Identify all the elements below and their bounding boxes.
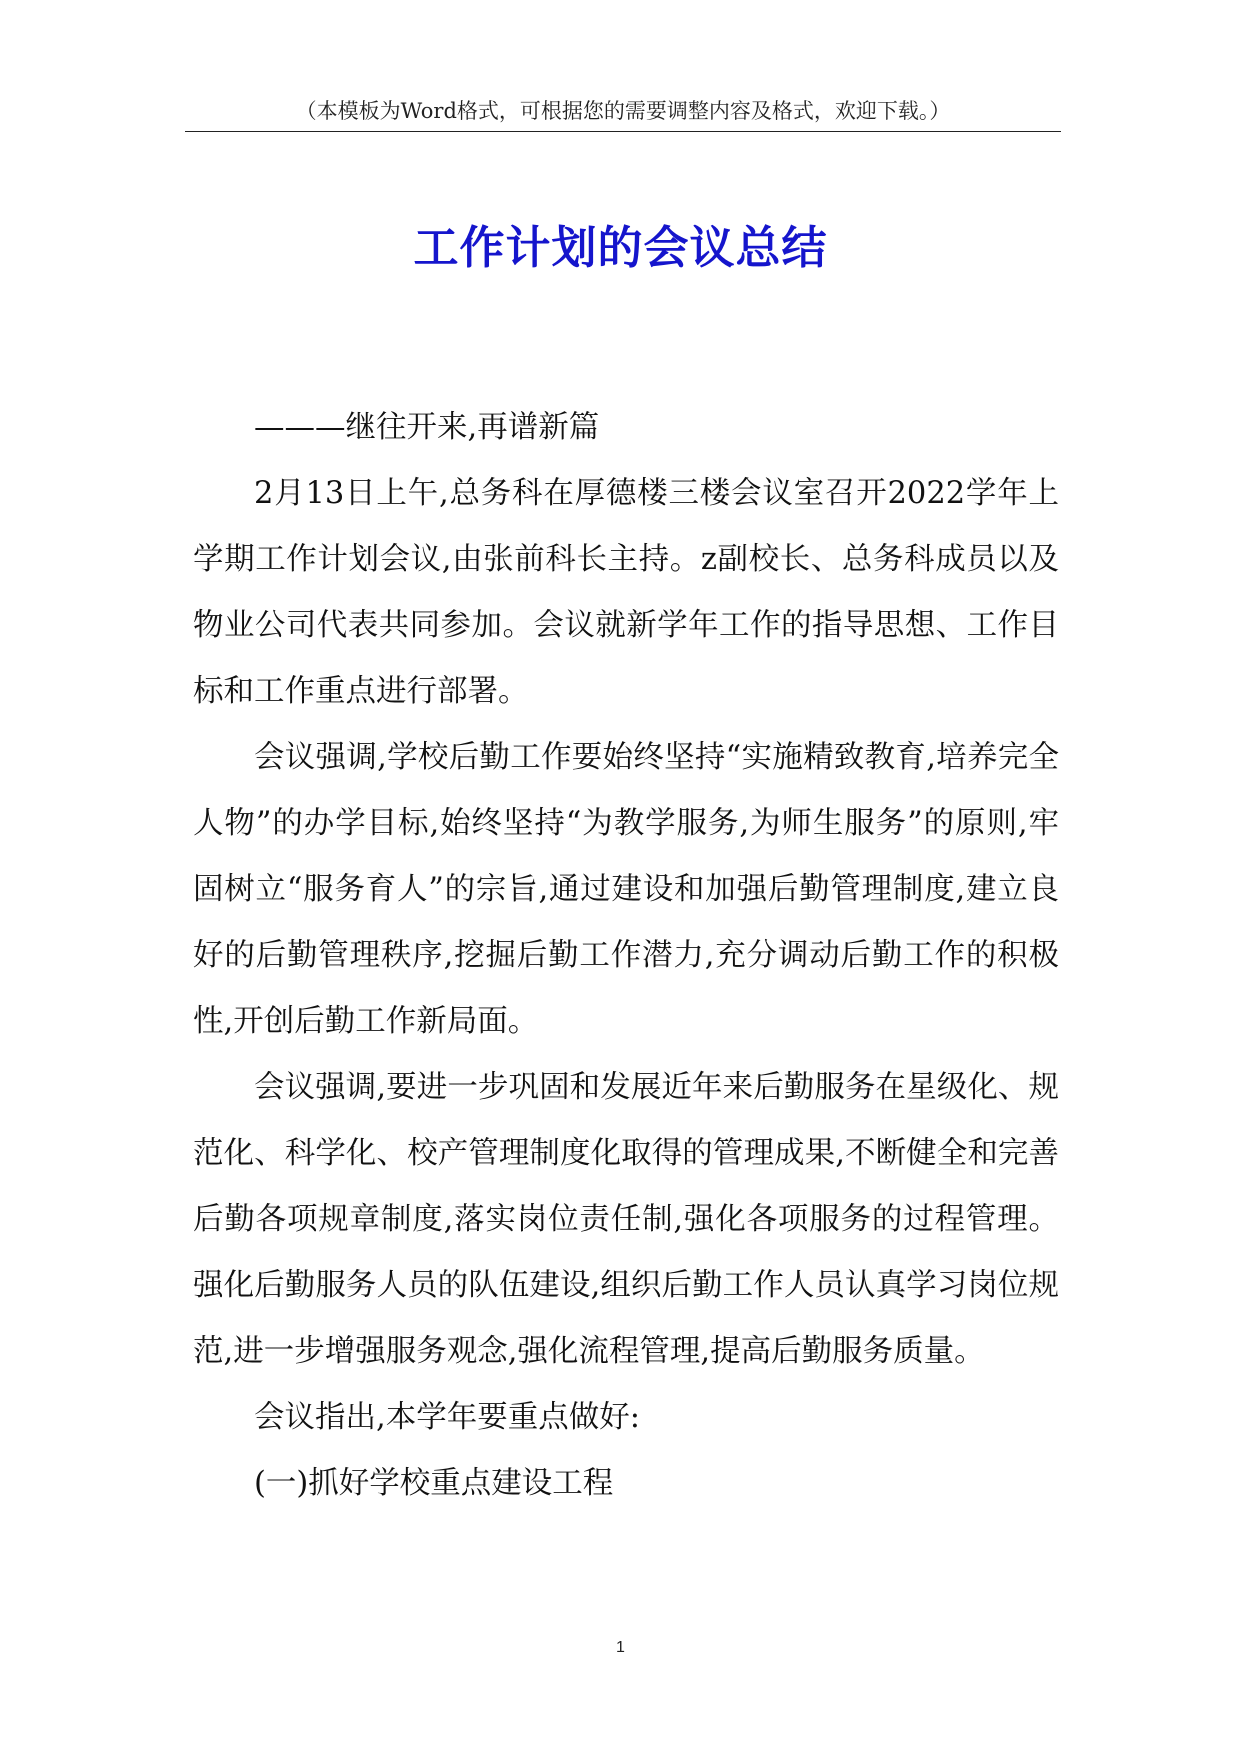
- template-note: （本模板为Word格式，可根据您的需要调整内容及格式，欢迎下载。）: [295, 99, 951, 123]
- page-number: 1: [616, 1639, 625, 1656]
- document-body: [193, 395, 1059, 1517]
- body-paragraph: 会议强调,学校后勤工作要始终坚持“实施精致教育,培养完全人物”的办学目标,始终坚持“为教学服务,为师生服务”的原则,牢固树立“服务育人”的宗旨,通过建设和加强后勤管理制度,建立良好的后勤管理秩序,挖掘后勤工作潜力,充分调动后勤工作的积极性,开创后勤工作新局面。: [193, 740, 1059, 1039]
- body-paragraph: 会议指出,本学年要重点做好:: [254, 1400, 640, 1435]
- subtitle-paragraph: ———继往开来,再谱新篇: [254, 410, 600, 445]
- body-paragraph: 会议强调,要进一步巩固和发展近年来后勤服务在星级化、规范化、科学化、校产管理制度化取得的管理成果,不断健全和完善后勤各项规章制度,落实岗位责任制,强化各项服务的过程管理。强化后勤服务人员的队伍建设,组织后勤工作人员认真学习岗位规范,进一步增强服务观念,强化流程管理,提高后勤服务质量。: [193, 1070, 1059, 1369]
- body-paragraph: 2月13日上午,总务科在厚德楼三楼会议室召开2022学年上学期工作计划会议,由张前科长主持。z副校长、总务科成员以及物业公司代表共同参加。会议就新学年工作的指导思想、工作目标和工作重点进行部署。: [193, 476, 1059, 709]
- document-title: 工作计划的会议总结: [413, 221, 828, 274]
- header-divider: [185, 131, 1061, 132]
- section-heading: (一)抓好学校重点建设工程: [254, 1466, 614, 1501]
